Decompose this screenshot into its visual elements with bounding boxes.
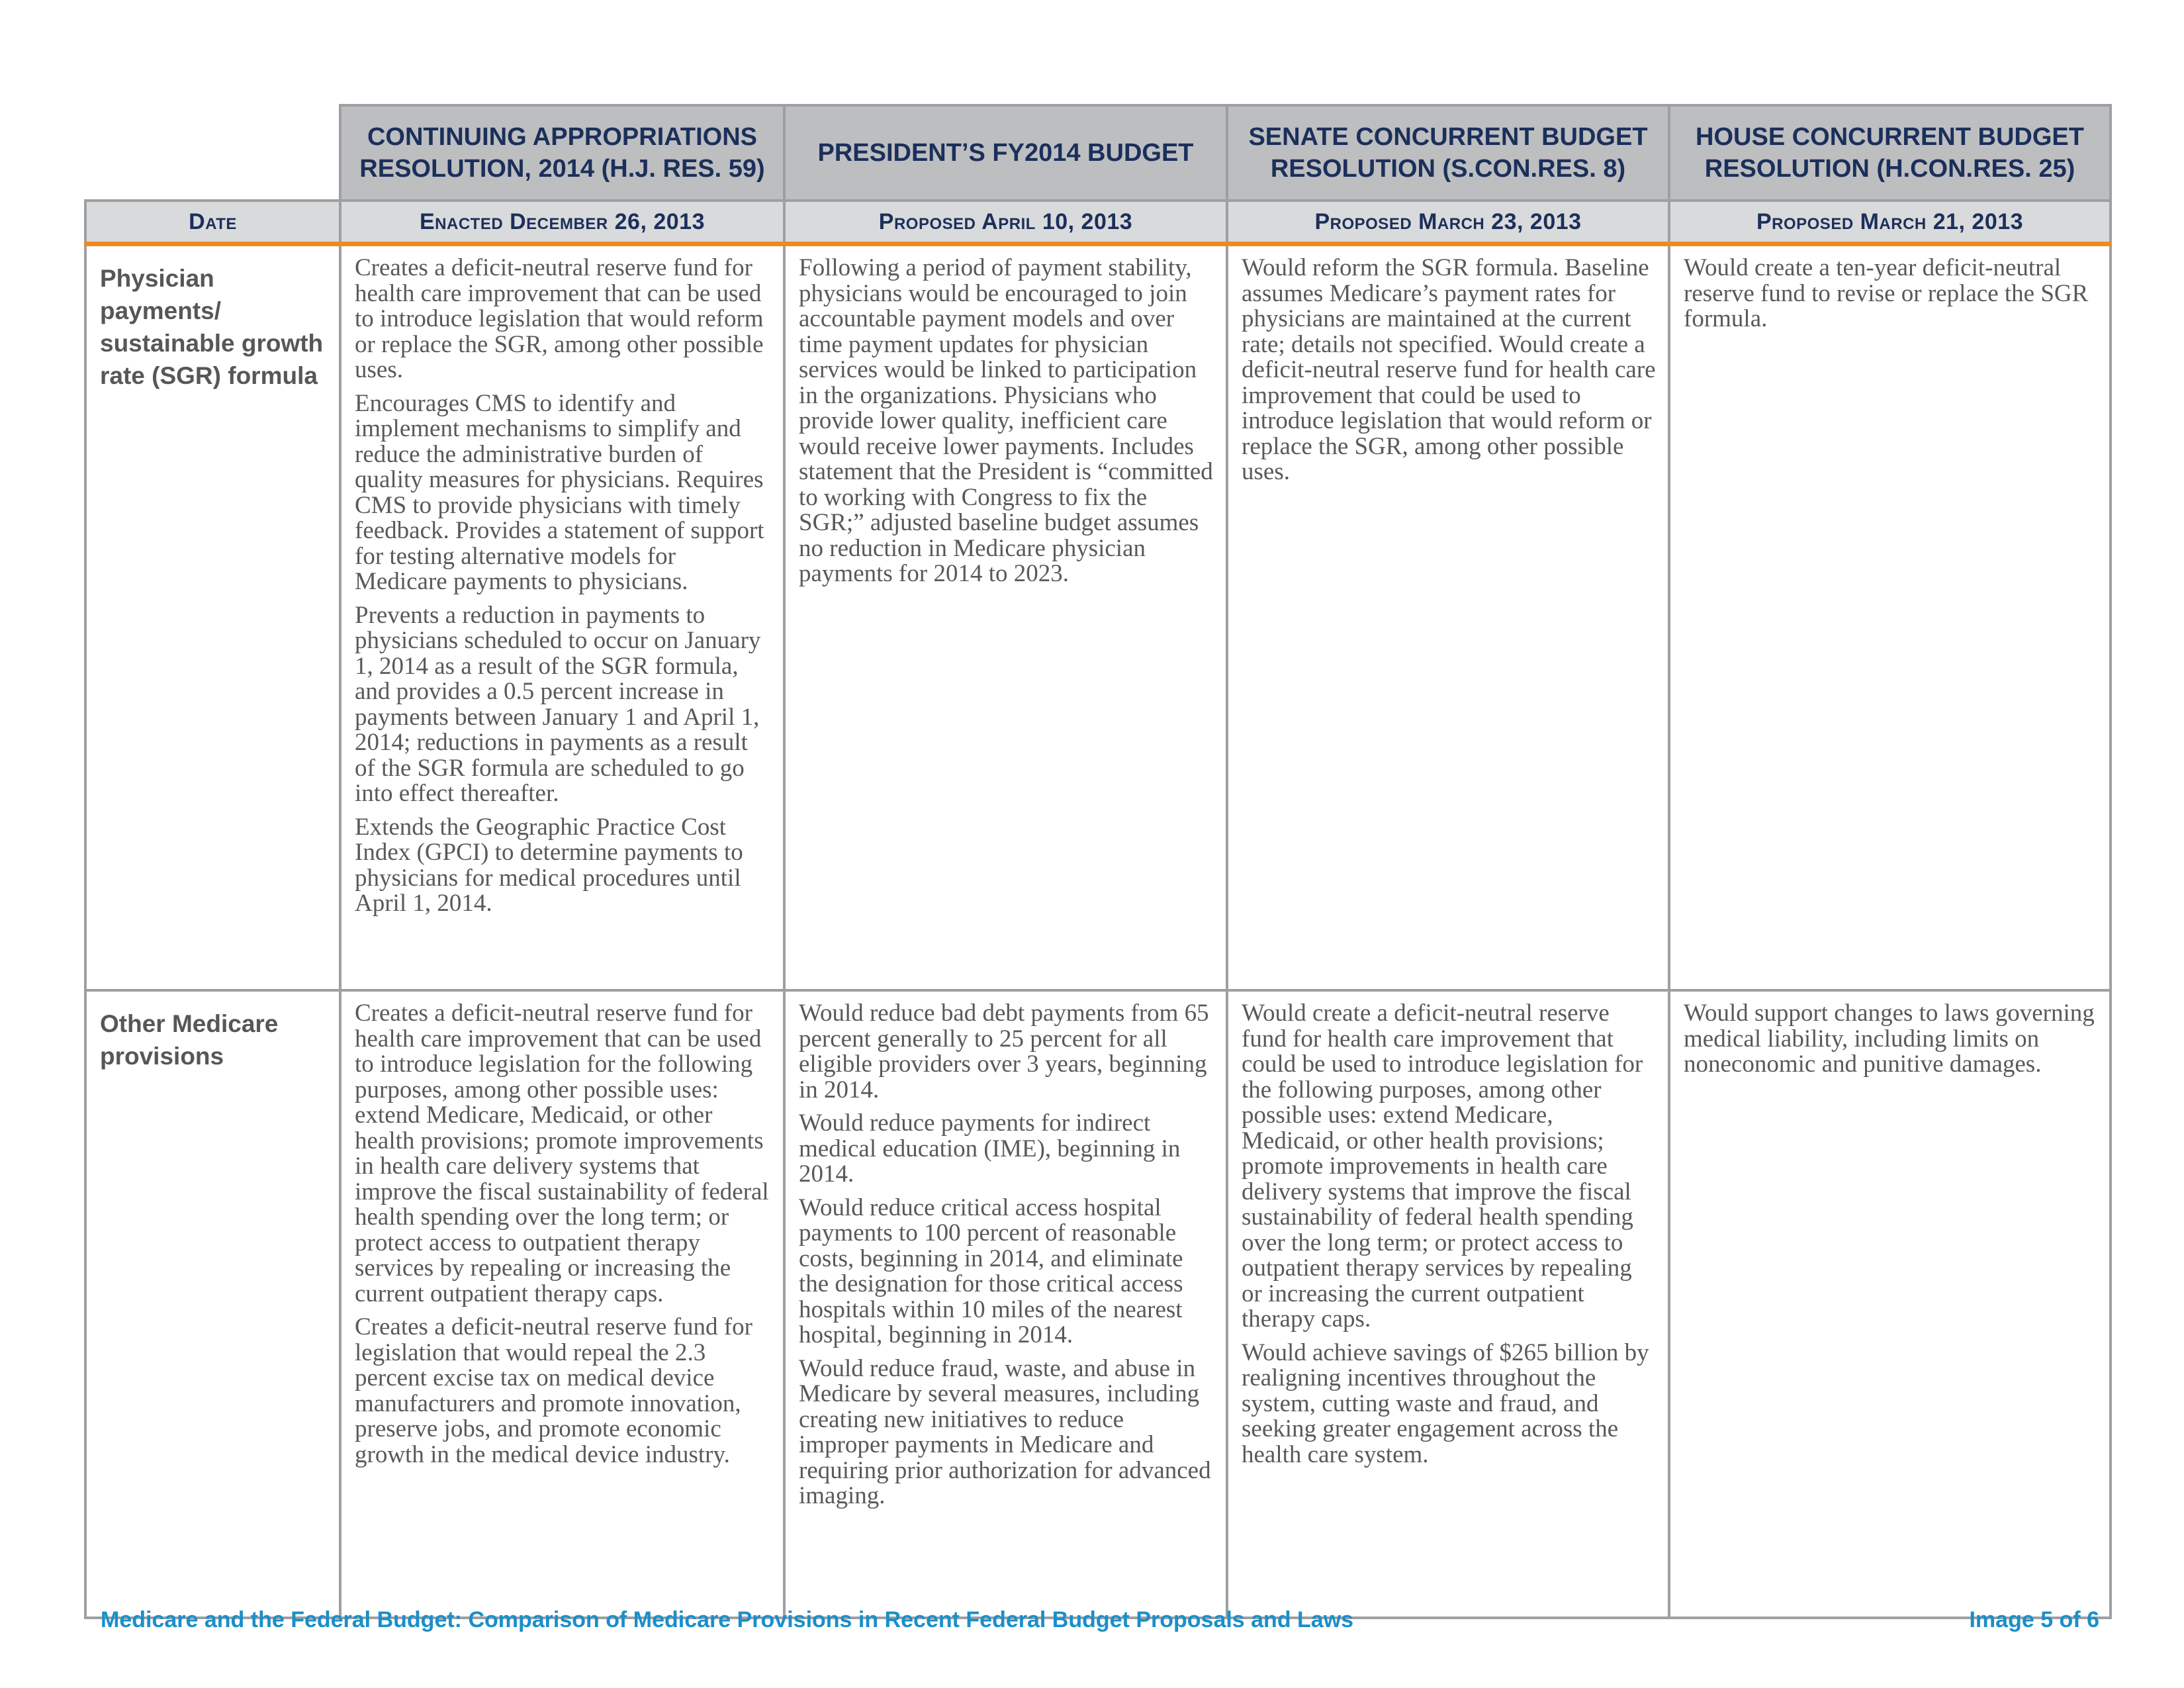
table-cell xyxy=(1669,244,2111,991)
cell-paragraph: Would achieve savings of $265 billion by realigning incentives throughout the system, cutting waste and fraud, and seeking greater engagement across the health care system. xyxy=(1242,1338,1649,1468)
cell-paragraph: Prevents a reduction in payments to physicians scheduled to occur on January 1, 2014 as a result of the SGR formula, and provides a 0.5 percent increase in payments between January 1 and April 1, 2014; reductions in payments as a result of the SGR formula are scheduled to go into effect thereafter. xyxy=(355,601,761,807)
footer-document-title: Medicare and the Federal Budget: Comparison of Medicare Provisions in Recent Federal Budget Proposals and Laws xyxy=(101,1607,1354,1632)
row-label-physician-payments: Physician payments/ sustainable growth rate (SGR) formula xyxy=(85,244,340,991)
date-senate-resolution: Proposed March 23, 2013 xyxy=(1227,201,1669,244)
table-cell xyxy=(340,244,784,991)
cell-paragraph: Would support changes to laws governing medical liability, including limits on noneconomic and punitive damages. xyxy=(1684,1000,2095,1078)
column-title-presidents-budget: PRESIDENT’S FY2014 BUDGET xyxy=(784,105,1227,201)
date-header-label: Date xyxy=(85,201,340,244)
row-label-other-medicare-provisions: Other Medicare provisions xyxy=(85,990,340,1618)
table-cell xyxy=(1669,990,2111,1618)
table-row-physician-payments xyxy=(85,244,2111,991)
cell-paragraph: Would create a ten-year deficit-neutral reserve fund to revise or replace the SGR formula. xyxy=(1684,254,2089,332)
date-house-resolution: Proposed March 21, 2013 xyxy=(1669,201,2111,244)
cell-paragraph: Would create a deficit-neutral reserve fund for health care improvement that could be used to introduce legislation for the following purposes, among other possible uses: extend Medicare, Medicaid, or other health provisions; promote improvements in health care delivery systems that improve the fiscal sustainability of federal health spending over the long term; or protect access to outpatient therapy services by repealing or increasing the current outpatient therapy caps. xyxy=(1242,1000,1643,1333)
table-cell xyxy=(1227,990,1669,1618)
column-date-row xyxy=(85,201,2111,244)
column-title-house-resolution: HOUSE CONCURRENT BUDGET RESOLUTION (H.CON.RES. 25) xyxy=(1669,105,2111,201)
cell-paragraph: Would reduce bad debt payments from 65 percent generally to 25 percent for all eligible providers over 3 years, beginning in 2014. xyxy=(799,1000,1209,1103)
table-cell xyxy=(784,990,1227,1618)
cell-paragraph: Would reduce payments for indirect medical education (IME), beginning in 2014. xyxy=(799,1109,1181,1188)
cell-paragraph: Creates a deficit-neutral reserve fund for health care improvement that can be used to introduce legislation that would reform or replace the SGR, among other possible uses. xyxy=(355,254,764,383)
cell-paragraph: Encourages CMS to identify and implement mechanisms to simplify and reduce the administrative burden of quality measures for physicians. Requires CMS to provide physicians with timely feedback. Provides a statement of support for testing alternative models for Medicare payments to physicians. xyxy=(355,389,764,595)
cell-paragraph: Would reduce critical access hospital payments to 100 percent of reasonable costs, beginning in 2014, and eliminate the designation for those critical access hospitals within 10 miles of the nearest hospital, beginning in 2014. xyxy=(799,1194,1183,1348)
column-title-continuing-appropriations: CONTINUING APPROPRIATIONS RESOLUTION, 2014 (H.J. RES. 59) xyxy=(340,105,784,201)
table-cell xyxy=(1227,244,1669,991)
table-cell xyxy=(784,244,1227,991)
cell-paragraph: Extends the Geographic Practice Cost Index (GPCI) to determine payments to physicians for medical procedures until April 1, 2014. xyxy=(355,813,743,917)
comparison-table xyxy=(84,104,2112,1619)
cell-paragraph: Following a period of payment stability, physicians would be encouraged to join accountable payment models and over time payment updates for physician services would be linked to participation in the organizations. Physicians who provide lower quality, inefficient care would receive lower payments. Includes statement that the President is “committed to working with Congress to fix the SGR;” adjusted baseline budget assumes no reduction in Medicare physician payments for 2014 to 2023. xyxy=(799,254,1213,587)
column-title-senate-resolution: SENATE CONCURRENT BUDGET RESOLUTION (S.CON.RES. 8) xyxy=(1227,105,1669,201)
cell-paragraph: Creates a deficit-neutral reserve fund for legislation that would repeal the 2.3 percent excise tax on medical device manufacturers and promote innovation, preserve jobs, and promote economic growth in the medical device industry. xyxy=(355,1313,752,1468)
cell-paragraph: Would reduce fraud, waste, and abuse in Medicare by several measures, including creating new initiatives to reduce improper payments in Medicare and requiring prior authorization for advanced imaging. xyxy=(799,1354,1211,1509)
table-cell xyxy=(340,990,784,1618)
column-title-blank xyxy=(85,105,340,201)
date-continuing-appropriations: Enacted December 26, 2013 xyxy=(340,201,784,244)
comparison-table-wrapper xyxy=(84,104,2109,1619)
cell-paragraph: Would reform the SGR formula. Baseline assumes Medicare’s payment rates for physicians are maintained at the current rate; details not specified. Would create a deficit-neutral reserve fund for health care improvement that could be used to introduce legislation that would reform or replace the SGR, among other possible uses. xyxy=(1242,254,1656,485)
table-row-other-medicare-provisions xyxy=(85,990,2111,1618)
date-presidents-budget: Proposed April 10, 2013 xyxy=(784,201,1227,244)
cell-paragraph: Creates a deficit-neutral reserve fund for health care improvement that can be used to introduce legislation for the following purposes, among other possible uses: extend Medicare, Medicaid, or other health provisions; promote improvements in health care delivery systems that improve the fiscal sustainability of federal health spending over the long term; or protect access to outpatient therapy services by repealing or increasing the current outpatient therapy caps. xyxy=(355,1000,769,1307)
column-title-row xyxy=(85,105,2111,201)
footer-page-number: Image 5 of 6 xyxy=(1969,1607,2099,1632)
